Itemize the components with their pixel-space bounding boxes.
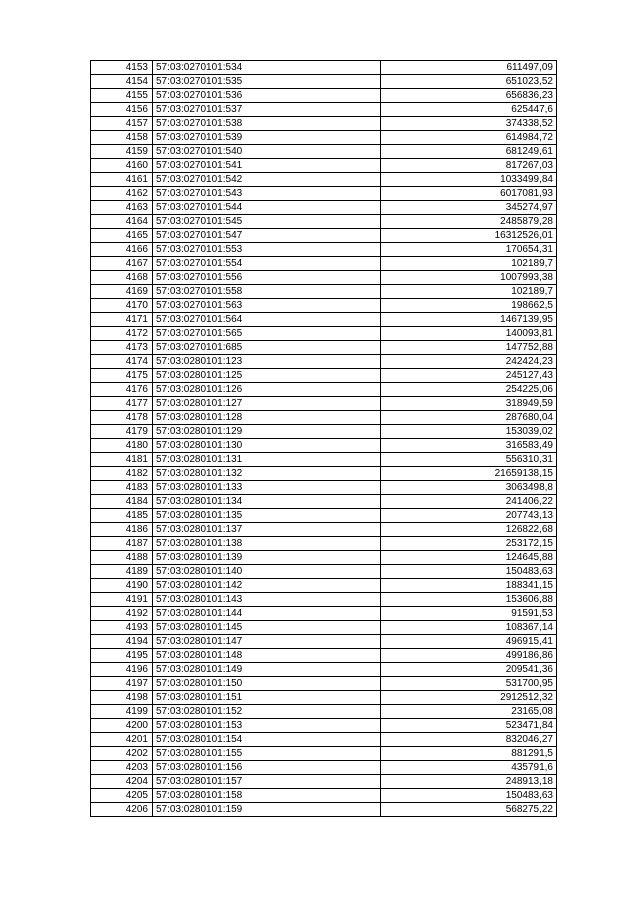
table-row — [91, 327, 557, 341]
value-cell: 253172,15 — [381, 537, 557, 551]
value-cell: 248913,18 — [381, 775, 557, 789]
cadastral-number-cell: 57:03:0280101:129 — [153, 425, 381, 439]
table-row — [91, 243, 557, 257]
row-number-cell: 4169 — [91, 285, 153, 299]
cadastral-number-cell: 57:03:0280101:147 — [153, 635, 381, 649]
row-number-cell: 4170 — [91, 299, 153, 313]
table-row — [91, 271, 557, 285]
row-number-cell: 4158 — [91, 131, 153, 145]
value-cell: 153039,02 — [381, 425, 557, 439]
table-row — [91, 705, 557, 719]
cadastral-number-cell: 57:03:0280101:152 — [153, 705, 381, 719]
table-row — [91, 621, 557, 635]
table-row — [91, 215, 557, 229]
table-row — [91, 355, 557, 369]
row-number-cell: 4186 — [91, 523, 153, 537]
value-cell: 241406,22 — [381, 495, 557, 509]
table-row — [91, 747, 557, 761]
row-number-cell: 4201 — [91, 733, 153, 747]
table-row — [91, 565, 557, 579]
row-number-cell: 4172 — [91, 327, 153, 341]
value-cell: 209541,36 — [381, 663, 557, 677]
value-cell: 6017081,93 — [381, 187, 557, 201]
cadastral-number-cell: 57:03:0270101:553 — [153, 243, 381, 257]
cadastral-number-cell: 57:03:0280101:126 — [153, 383, 381, 397]
row-number-cell: 4180 — [91, 439, 153, 453]
value-cell: 499186,86 — [381, 649, 557, 663]
table-row — [91, 453, 557, 467]
table-row — [91, 761, 557, 775]
cadastral-number-cell: 57:03:0270101:565 — [153, 327, 381, 341]
value-cell: 16312526,01 — [381, 229, 557, 243]
row-number-cell: 4187 — [91, 537, 153, 551]
row-number-cell: 4174 — [91, 355, 153, 369]
cadastral-number-cell: 57:03:0280101:159 — [153, 803, 381, 817]
value-cell: 611497,09 — [381, 61, 557, 75]
cadastral-number-cell: 57:03:0270101:542 — [153, 173, 381, 187]
value-cell: 3063498,8 — [381, 481, 557, 495]
cadastral-number-cell: 57:03:0280101:132 — [153, 467, 381, 481]
row-number-cell: 4192 — [91, 607, 153, 621]
cadastral-number-cell: 57:03:0270101:537 — [153, 103, 381, 117]
value-cell: 568275,22 — [381, 803, 557, 817]
cadastral-number-cell: 57:03:0270101:536 — [153, 89, 381, 103]
value-cell: 625447,6 — [381, 103, 557, 117]
value-cell: 817267,03 — [381, 159, 557, 173]
table-row — [91, 159, 557, 173]
value-cell: 496915,41 — [381, 635, 557, 649]
cadastral-number-cell: 57:03:0270101:544 — [153, 201, 381, 215]
value-cell: 91591,53 — [381, 607, 557, 621]
row-number-cell: 4171 — [91, 313, 153, 327]
table-row — [91, 285, 557, 299]
table-row — [91, 369, 557, 383]
row-number-cell: 4199 — [91, 705, 153, 719]
value-cell: 531700,95 — [381, 677, 557, 691]
cadastral-number-cell: 57:03:0270101:541 — [153, 159, 381, 173]
cadastral-number-cell: 57:03:0280101:125 — [153, 369, 381, 383]
table-row — [91, 481, 557, 495]
value-cell: 242424,23 — [381, 355, 557, 369]
row-number-cell: 4190 — [91, 579, 153, 593]
table-row — [91, 733, 557, 747]
row-number-cell: 4178 — [91, 411, 153, 425]
table-row — [91, 229, 557, 243]
row-number-cell: 4182 — [91, 467, 153, 481]
table-row — [91, 677, 557, 691]
row-number-cell: 4206 — [91, 803, 153, 817]
row-number-cell: 4195 — [91, 649, 153, 663]
row-number-cell: 4160 — [91, 159, 153, 173]
row-number-cell: 4188 — [91, 551, 153, 565]
value-cell: 681249,61 — [381, 145, 557, 159]
cadastral-number-cell: 57:03:0270101:563 — [153, 299, 381, 313]
row-number-cell: 4157 — [91, 117, 153, 131]
value-cell: 126822,68 — [381, 523, 557, 537]
table-row — [91, 509, 557, 523]
row-number-cell: 4194 — [91, 635, 153, 649]
value-cell: 188341,15 — [381, 579, 557, 593]
table-row — [91, 397, 557, 411]
table-row — [91, 411, 557, 425]
row-number-cell: 4163 — [91, 201, 153, 215]
row-number-cell: 4181 — [91, 453, 153, 467]
row-number-cell: 4176 — [91, 383, 153, 397]
cadastral-number-cell: 57:03:0280101:139 — [153, 551, 381, 565]
row-number-cell: 4184 — [91, 495, 153, 509]
cadastral-number-cell: 57:03:0280101:156 — [153, 761, 381, 775]
value-cell: 207743,13 — [381, 509, 557, 523]
row-number-cell: 4162 — [91, 187, 153, 201]
cadastral-number-cell: 57:03:0280101:151 — [153, 691, 381, 705]
cadastral-number-cell: 57:03:0280101:127 — [153, 397, 381, 411]
cadastral-number-cell: 57:03:0280101:135 — [153, 509, 381, 523]
cadastral-number-cell: 57:03:0270101:534 — [153, 61, 381, 75]
row-number-cell: 4154 — [91, 75, 153, 89]
value-cell: 287680,04 — [381, 411, 557, 425]
cadastral-number-cell: 57:03:0280101:142 — [153, 579, 381, 593]
row-number-cell: 4196 — [91, 663, 153, 677]
value-cell: 435791,6 — [381, 761, 557, 775]
cadastral-number-cell: 57:03:0270101:564 — [153, 313, 381, 327]
table-row — [91, 775, 557, 789]
value-cell: 102189,7 — [381, 257, 557, 271]
table-row — [91, 663, 557, 677]
row-number-cell: 4166 — [91, 243, 153, 257]
value-cell: 881291,5 — [381, 747, 557, 761]
row-number-cell: 4173 — [91, 341, 153, 355]
cadastral-number-cell: 57:03:0280101:140 — [153, 565, 381, 579]
table-row — [91, 551, 557, 565]
value-cell: 170654,31 — [381, 243, 557, 257]
row-number-cell: 4177 — [91, 397, 153, 411]
cadastral-number-cell: 57:03:0280101:143 — [153, 593, 381, 607]
value-cell: 150483,63 — [381, 789, 557, 803]
row-number-cell: 4164 — [91, 215, 153, 229]
row-number-cell: 4193 — [91, 621, 153, 635]
value-cell: 1467139,95 — [381, 313, 557, 327]
table-row — [91, 789, 557, 803]
cadastral-number-cell: 57:03:0280101:133 — [153, 481, 381, 495]
value-cell: 374338,52 — [381, 117, 557, 131]
value-cell: 2912512,32 — [381, 691, 557, 705]
cadastral-number-cell: 57:03:0280101:131 — [153, 453, 381, 467]
table-row — [91, 607, 557, 621]
table-row — [91, 187, 557, 201]
value-cell: 254225,06 — [381, 383, 557, 397]
table-row — [91, 593, 557, 607]
cadastral-number-cell: 57:03:0280101:150 — [153, 677, 381, 691]
cadastral-number-cell: 57:03:0270101:554 — [153, 257, 381, 271]
cadastral-number-cell: 57:03:0270101:547 — [153, 229, 381, 243]
value-cell: 140093,81 — [381, 327, 557, 341]
table-row — [91, 117, 557, 131]
row-number-cell: 4159 — [91, 145, 153, 159]
table-row — [91, 523, 557, 537]
row-number-cell: 4191 — [91, 593, 153, 607]
table-row — [91, 75, 557, 89]
cadastral-number-cell: 57:03:0270101:535 — [153, 75, 381, 89]
table-row — [91, 425, 557, 439]
table-row — [91, 313, 557, 327]
value-cell: 1033499,84 — [381, 173, 557, 187]
table-row — [91, 341, 557, 355]
row-number-cell: 4155 — [91, 89, 153, 103]
cadastral-number-cell: 57:03:0280101:145 — [153, 621, 381, 635]
cadastral-number-cell: 57:03:0280101:137 — [153, 523, 381, 537]
cadastral-number-cell: 57:03:0280101:158 — [153, 789, 381, 803]
value-cell: 23165,08 — [381, 705, 557, 719]
value-cell: 21659138,15 — [381, 467, 557, 481]
table-row — [91, 383, 557, 397]
cadastral-number-cell: 57:03:0280101:128 — [153, 411, 381, 425]
value-cell: 318949,59 — [381, 397, 557, 411]
row-number-cell: 4165 — [91, 229, 153, 243]
cadastral-number-cell: 57:03:0270101:685 — [153, 341, 381, 355]
value-cell: 245127,43 — [381, 369, 557, 383]
cadastral-number-cell: 57:03:0270101:543 — [153, 187, 381, 201]
row-number-cell: 4203 — [91, 761, 153, 775]
cadastral-number-cell: 57:03:0280101:123 — [153, 355, 381, 369]
cadastral-number-cell: 57:03:0270101:558 — [153, 285, 381, 299]
value-cell: 651023,52 — [381, 75, 557, 89]
row-number-cell: 4197 — [91, 677, 153, 691]
table-row — [91, 61, 557, 75]
table-row — [91, 649, 557, 663]
row-number-cell: 4183 — [91, 481, 153, 495]
value-cell: 556310,31 — [381, 453, 557, 467]
table-row — [91, 145, 557, 159]
cadastral-number-cell: 57:03:0280101:154 — [153, 733, 381, 747]
table-row — [91, 257, 557, 271]
cadastral-number-cell: 57:03:0270101:545 — [153, 215, 381, 229]
cadastral-number-cell: 57:03:0280101:130 — [153, 439, 381, 453]
row-number-cell: 4198 — [91, 691, 153, 705]
table-row — [91, 495, 557, 509]
row-number-cell: 4167 — [91, 257, 153, 271]
value-cell: 523471,84 — [381, 719, 557, 733]
value-cell: 1007993,38 — [381, 271, 557, 285]
row-number-cell: 4189 — [91, 565, 153, 579]
table-row — [91, 635, 557, 649]
table-row — [91, 89, 557, 103]
row-number-cell: 4205 — [91, 789, 153, 803]
value-cell: 832046,27 — [381, 733, 557, 747]
cadastral-number-cell: 57:03:0270101:538 — [153, 117, 381, 131]
cadastral-number-cell: 57:03:0280101:138 — [153, 537, 381, 551]
row-number-cell: 4175 — [91, 369, 153, 383]
row-number-cell: 4200 — [91, 719, 153, 733]
cadastral-number-cell: 57:03:0280101:144 — [153, 607, 381, 621]
table-row — [91, 719, 557, 733]
value-cell: 124645,88 — [381, 551, 557, 565]
table-row — [91, 299, 557, 313]
value-cell: 153606,88 — [381, 593, 557, 607]
table-row — [91, 173, 557, 187]
table-row — [91, 201, 557, 215]
table-row — [91, 131, 557, 145]
cadastral-value-table — [90, 60, 557, 817]
cadastral-number-cell: 57:03:0280101:134 — [153, 495, 381, 509]
value-cell: 316583,49 — [381, 439, 557, 453]
row-number-cell: 4179 — [91, 425, 153, 439]
table-row — [91, 691, 557, 705]
row-number-cell: 4161 — [91, 173, 153, 187]
value-cell: 345274,97 — [381, 201, 557, 215]
row-number-cell: 4204 — [91, 775, 153, 789]
cadastral-number-cell: 57:03:0280101:149 — [153, 663, 381, 677]
value-cell: 656836,23 — [381, 89, 557, 103]
table-row — [91, 103, 557, 117]
row-number-cell: 4156 — [91, 103, 153, 117]
value-cell: 102189,7 — [381, 285, 557, 299]
cadastral-number-cell: 57:03:0280101:155 — [153, 747, 381, 761]
cadastral-number-cell: 57:03:0270101:539 — [153, 131, 381, 145]
row-number-cell: 4168 — [91, 271, 153, 285]
table-row — [91, 467, 557, 481]
row-number-cell: 4185 — [91, 509, 153, 523]
value-cell: 614984,72 — [381, 131, 557, 145]
cadastral-number-cell: 57:03:0280101:148 — [153, 649, 381, 663]
value-cell: 150483,63 — [381, 565, 557, 579]
value-cell: 108367,14 — [381, 621, 557, 635]
table-row — [91, 537, 557, 551]
row-number-cell: 4202 — [91, 747, 153, 761]
table-row — [91, 579, 557, 593]
value-cell: 2485879,28 — [381, 215, 557, 229]
table-row — [91, 439, 557, 453]
table-row — [91, 803, 557, 817]
value-cell: 147752,88 — [381, 341, 557, 355]
row-number-cell: 4153 — [91, 61, 153, 75]
cadastral-number-cell: 57:03:0280101:153 — [153, 719, 381, 733]
cadastral-number-cell: 57:03:0270101:556 — [153, 271, 381, 285]
value-cell: 198662,5 — [381, 299, 557, 313]
table-body — [91, 61, 557, 817]
cadastral-number-cell: 57:03:0270101:540 — [153, 145, 381, 159]
cadastral-number-cell: 57:03:0280101:157 — [153, 775, 381, 789]
